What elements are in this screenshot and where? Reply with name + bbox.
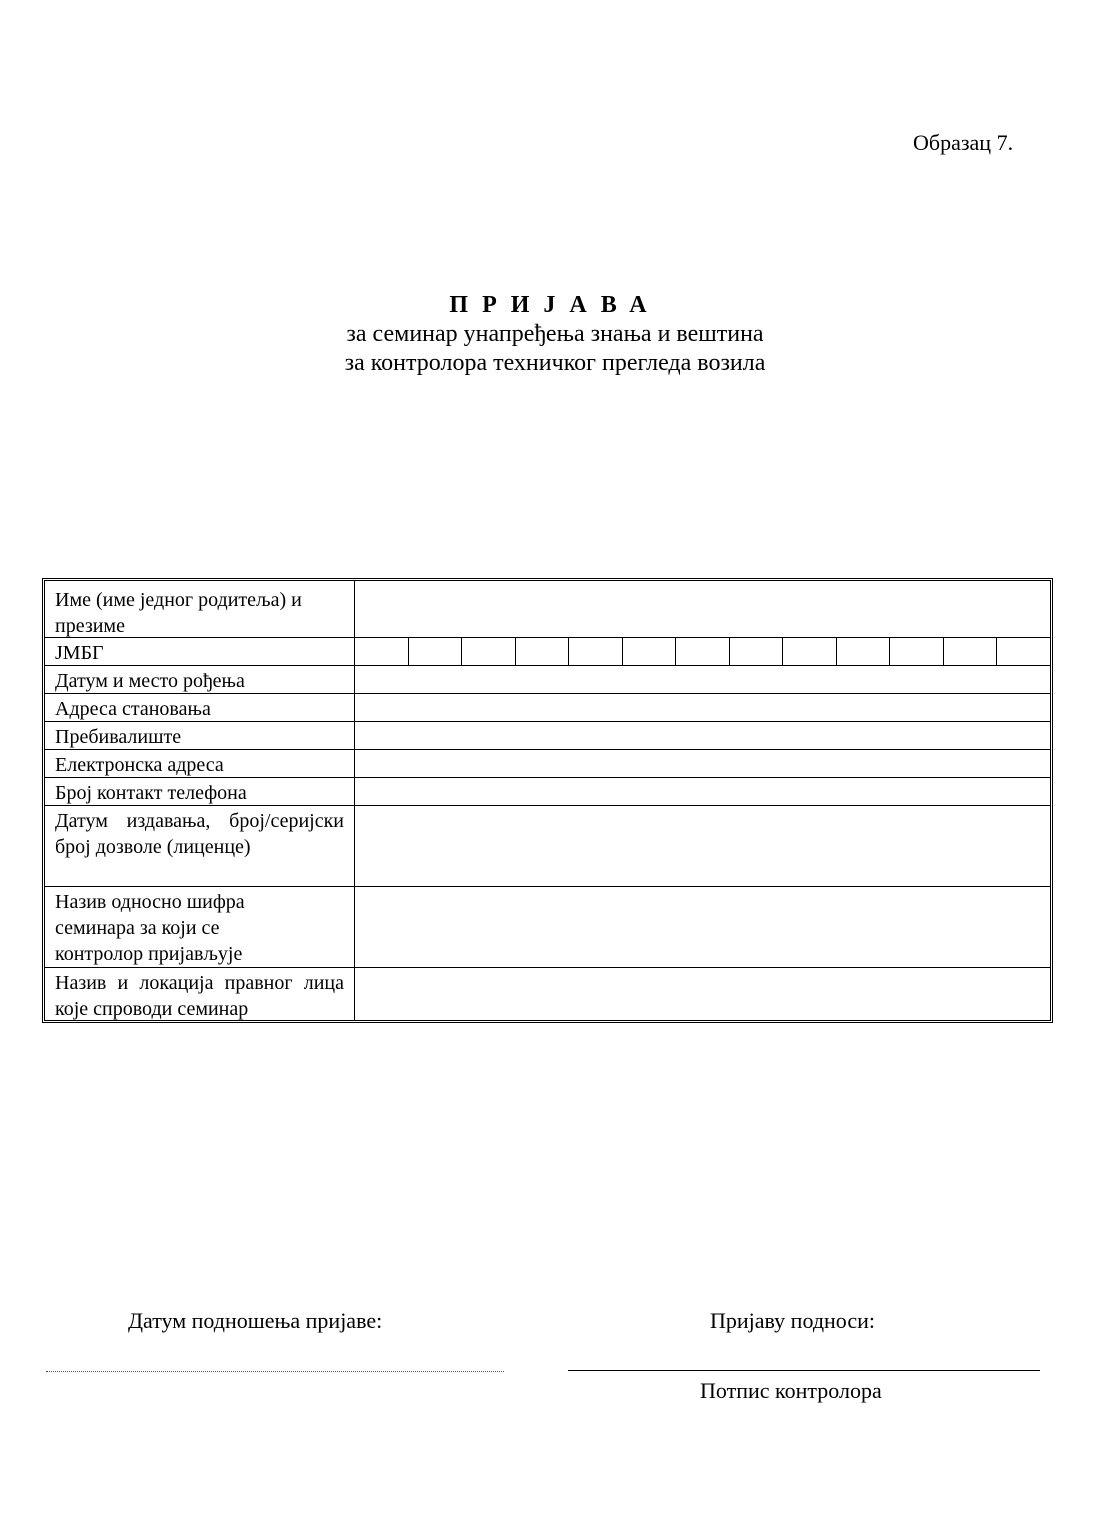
field-phone[interactable] — [355, 778, 1050, 805]
label-birth-date-place: Датум и место рођења — [45, 666, 355, 693]
field-license[interactable] — [355, 806, 1050, 886]
label-email: Електронска адреса — [45, 750, 355, 777]
field-seminar[interactable] — [355, 887, 1050, 967]
table-row-jmbg — [45, 638, 1050, 666]
table-row-domicile — [45, 722, 1050, 750]
jmbg-digit-12[interactable] — [944, 638, 998, 665]
table-row-address — [45, 694, 1050, 722]
field-domicile[interactable] — [355, 722, 1050, 749]
jmbg-digit-4[interactable] — [516, 638, 570, 665]
field-email[interactable] — [355, 750, 1050, 777]
signature-line[interactable] — [568, 1370, 1040, 1371]
document-subtitle-line-1: за семинар унапређења знања и вештина — [346, 321, 764, 347]
jmbg-digit-cells — [355, 638, 1050, 665]
table-row-name — [45, 581, 1050, 638]
form-number: Образац 7. — [913, 130, 1014, 155]
field-full-name[interactable] — [355, 581, 1050, 637]
field-provider[interactable] — [355, 968, 1050, 1020]
jmbg-digit-10[interactable] — [837, 638, 891, 665]
label-residence-address: Адреса становања — [45, 694, 355, 721]
document-title: ПРИЈАВА — [449, 292, 661, 318]
table-row-birth — [45, 666, 1050, 694]
label-provider: Назив и локација правног лица које спроводи семинар — [45, 968, 355, 1020]
signature-caption: Потпис контролора — [700, 1378, 882, 1403]
title-block — [0, 290, 1093, 378]
field-residence-address[interactable] — [355, 694, 1050, 721]
jmbg-digit-13[interactable] — [997, 638, 1050, 665]
label-seminar: Назив односно шифра семинара за који се контролор пријављује — [45, 887, 355, 967]
label-license: Датум издавања, број/серијски број дозволе (лиценце) — [45, 806, 355, 886]
jmbg-digit-9[interactable] — [783, 638, 837, 665]
jmbg-digit-1[interactable] — [355, 638, 409, 665]
submission-date-label: Датум подношења пријаве: — [128, 1308, 383, 1333]
table-row-provider — [45, 968, 1050, 1020]
application-form-table — [42, 578, 1053, 1023]
jmbg-digit-5[interactable] — [569, 638, 623, 665]
submission-date-line[interactable] — [46, 1371, 504, 1372]
table-row-seminar — [45, 887, 1050, 968]
jmbg-digit-2[interactable] — [409, 638, 463, 665]
jmbg-digit-6[interactable] — [623, 638, 677, 665]
field-birth-date-place[interactable] — [355, 666, 1050, 693]
label-jmbg: ЈМБГ — [45, 638, 355, 665]
table-row-license — [45, 806, 1050, 887]
table-row-email — [45, 750, 1050, 778]
jmbg-digit-8[interactable] — [730, 638, 784, 665]
jmbg-digit-3[interactable] — [462, 638, 516, 665]
jmbg-digit-7[interactable] — [676, 638, 730, 665]
label-full-name: Име (име једног родитеља) и презиме — [45, 581, 355, 637]
label-domicile: Пребивалиште — [45, 722, 355, 749]
table-row-phone — [45, 778, 1050, 806]
jmbg-digit-11[interactable] — [890, 638, 944, 665]
submitter-label: Пријаву подноси: — [710, 1308, 875, 1333]
document-subtitle-line-2: за контролора техничког прегледа возила — [344, 350, 766, 376]
label-phone: Број контакт телефона — [45, 778, 355, 805]
